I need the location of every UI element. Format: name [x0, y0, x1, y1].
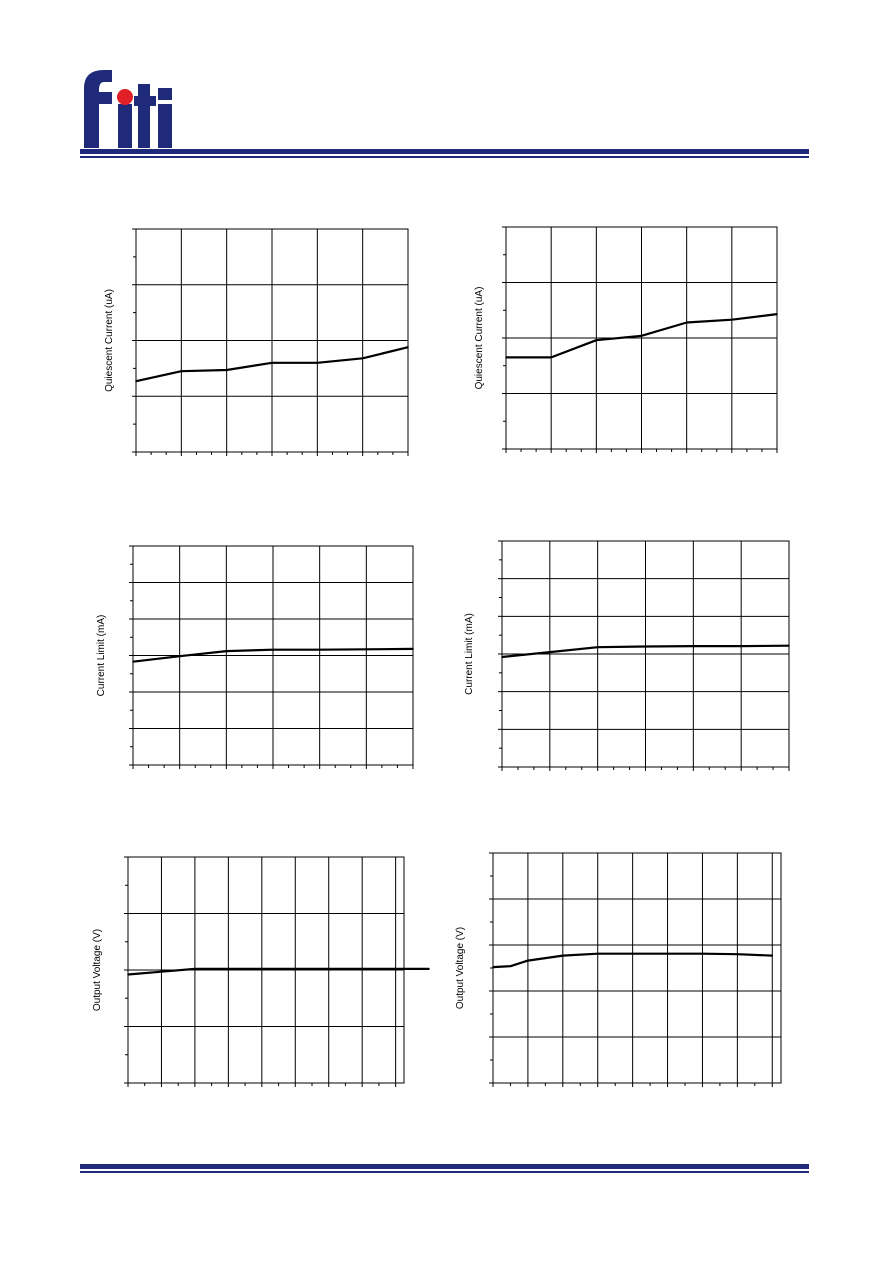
- footer-rule-thick: [80, 1164, 809, 1169]
- data-point: [226, 369, 228, 371]
- y-axis-label: Current Limit (mA): [464, 613, 475, 695]
- data-point: [549, 651, 551, 653]
- data-point: [362, 358, 364, 360]
- data-point: [505, 357, 507, 359]
- data-point: [272, 649, 274, 651]
- data-point: [317, 362, 319, 364]
- data-point: [181, 370, 183, 372]
- data-point: [776, 313, 778, 315]
- chart-6: [455, 853, 781, 1087]
- data-point: [527, 960, 529, 962]
- data-point: [731, 319, 733, 321]
- y-axis-label: Quiescent Current (uA): [104, 289, 115, 392]
- data-point: [294, 968, 296, 970]
- data-point: [492, 966, 494, 968]
- data-point: [319, 649, 321, 651]
- data-point: [788, 645, 790, 647]
- data-point: [645, 646, 647, 648]
- data-point: [328, 968, 330, 970]
- data-point: [596, 339, 598, 341]
- y-axis-label: Quiescent Current (uA): [474, 286, 485, 390]
- data-point: [501, 656, 503, 658]
- y-axis-label: Current Limit (mA): [96, 614, 107, 697]
- data-point: [412, 648, 414, 650]
- data-point: [597, 953, 599, 955]
- data-point: [226, 650, 228, 652]
- chart-5: [92, 857, 430, 1087]
- data-point: [366, 648, 368, 650]
- data-point: [395, 968, 397, 970]
- data-point: [641, 335, 643, 337]
- y-axis-label: Output Voltage (V): [92, 928, 103, 1012]
- footer-rule-thin: [80, 1171, 809, 1173]
- chart-3: [96, 546, 414, 769]
- data-point: [361, 968, 363, 970]
- data-point: [132, 661, 134, 663]
- chart-2: [474, 227, 778, 453]
- data-point: [135, 380, 137, 382]
- data-point: [702, 953, 704, 955]
- chart-1: [104, 229, 409, 456]
- data-point: [127, 974, 129, 976]
- data-point: [271, 362, 273, 364]
- data-point: [228, 968, 230, 970]
- data-point: [550, 357, 552, 359]
- chart-4: [464, 541, 790, 771]
- data-point: [179, 655, 181, 657]
- data-point: [597, 646, 599, 648]
- data-point: [771, 955, 773, 957]
- data-point: [686, 322, 688, 324]
- data-point: [632, 953, 634, 955]
- data-point: [562, 955, 564, 957]
- data-point: [407, 346, 409, 348]
- y-axis-label: Output Voltage (V): [455, 926, 466, 1010]
- data-point: [194, 968, 196, 970]
- data-point: [667, 953, 669, 955]
- data-point: [510, 965, 512, 967]
- data-point: [740, 645, 742, 647]
- data-point: [161, 971, 163, 973]
- data-point: [693, 645, 695, 647]
- data-point: [428, 968, 430, 970]
- data-point: [737, 953, 739, 955]
- data-point: [261, 968, 263, 970]
- series-line: [128, 969, 429, 975]
- footer-rule: [80, 1164, 809, 1173]
